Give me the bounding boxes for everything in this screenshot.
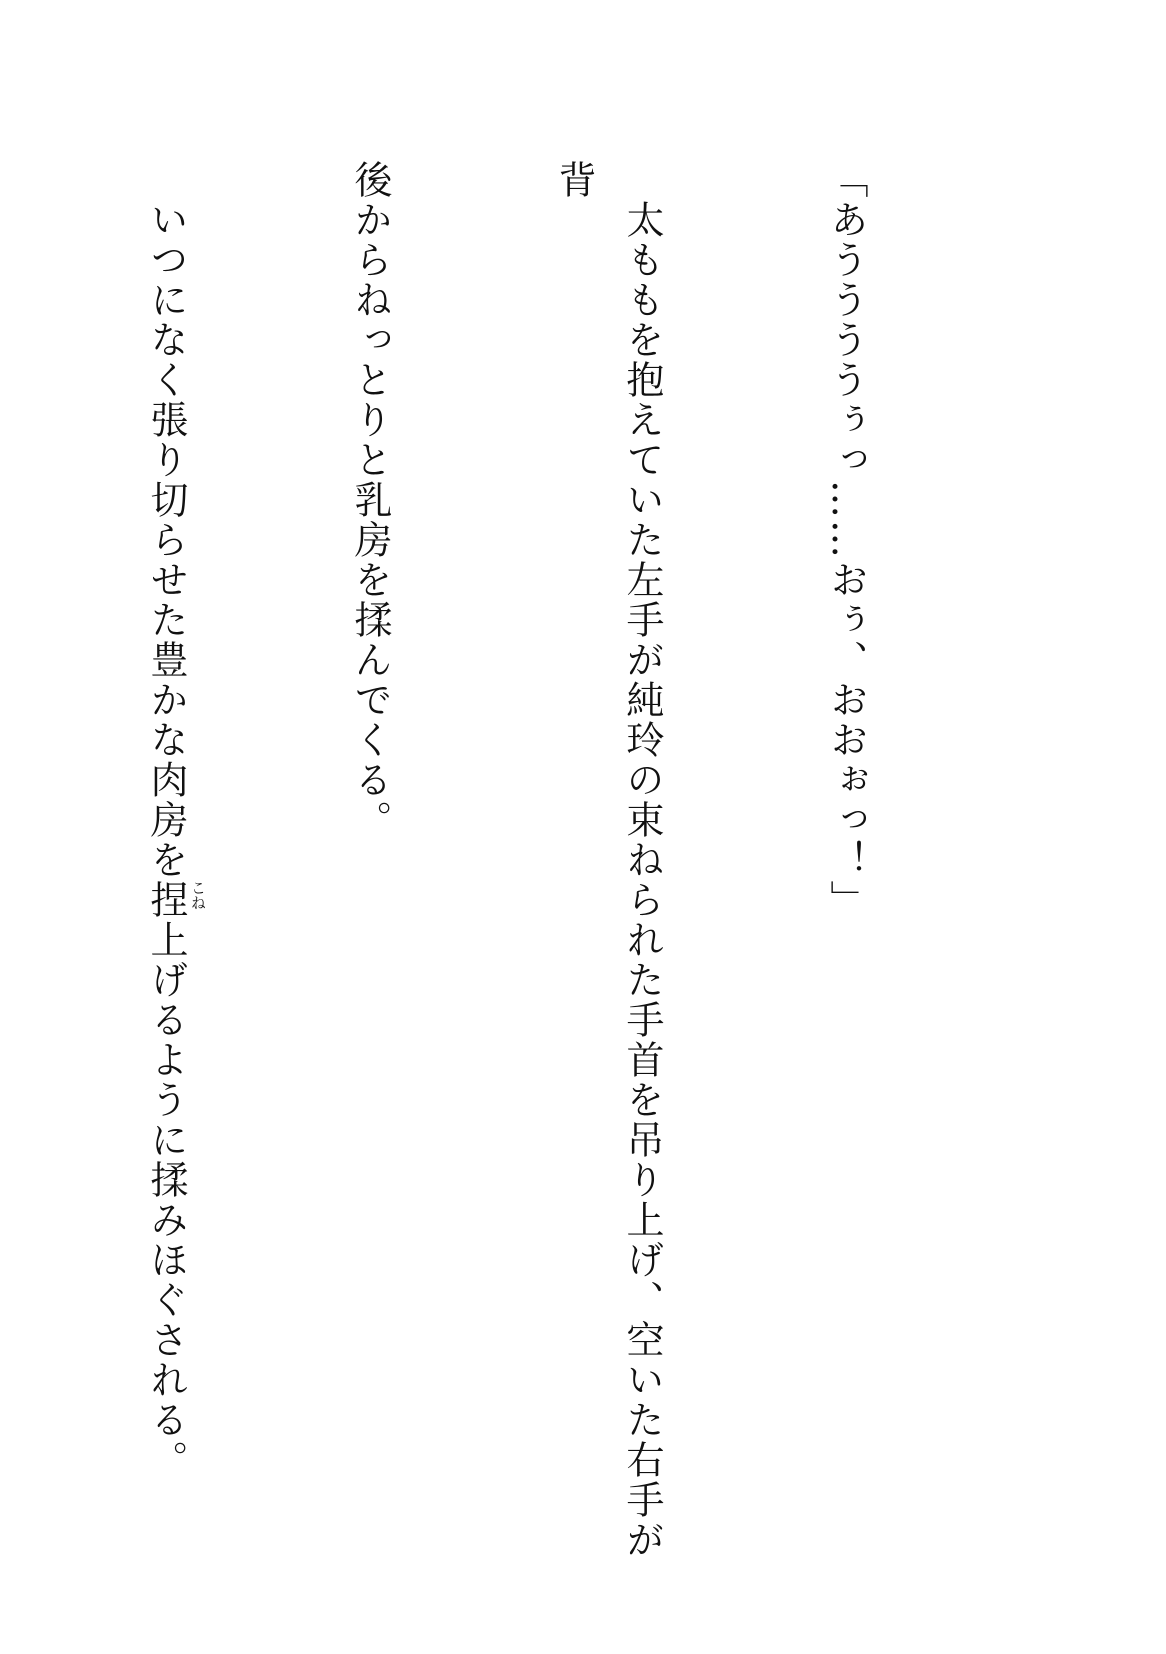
- text-segment: 上げるように揉みほぐされる。: [144, 920, 188, 1480]
- ruby-kanji: [144, 880, 207, 920]
- text-line: 太ももを抱えていた左手が純玲の束ねられた手首を吊り上げ、空いた右手が背: [552, 160, 664, 1560]
- ruby-base: 捏: [144, 880, 188, 920]
- vertical-text-body: [0, 160, 1016, 1560]
- text-line: 「あううううぅっ……おぅ、おおぉっ！」: [824, 160, 868, 920]
- text-line-with-ruby: [132, 160, 207, 1560]
- ruby-reading: こね: [189, 880, 207, 910]
- text-line: 後からねっとりと乳房を揉んでくる。: [348, 160, 392, 840]
- text-segment: いつになく張り切らせた豊かな肉房を: [144, 160, 188, 880]
